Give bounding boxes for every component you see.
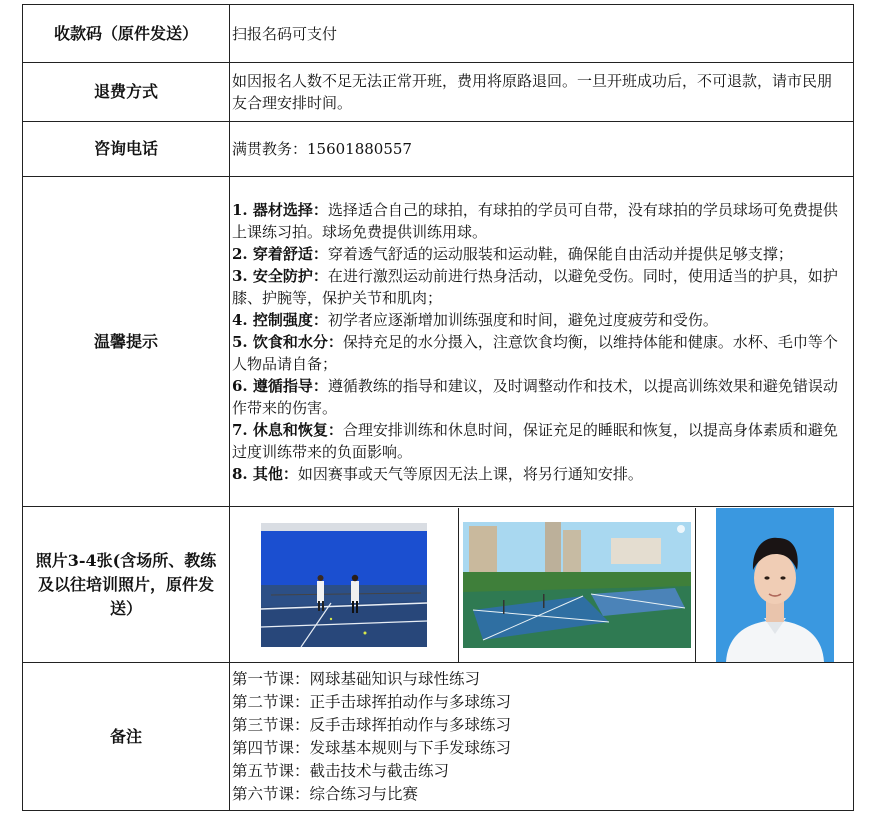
tip-item: [232, 265, 845, 309]
tip-item: [232, 243, 845, 265]
tip-head: 3. 安全防护：: [232, 266, 328, 285]
notes-label: 备注: [23, 663, 230, 811]
row-photos: [23, 507, 854, 663]
tip-item: [232, 309, 845, 331]
tip-head: 6. 遵循指导：: [232, 376, 328, 395]
tip-text: 初学者应逐渐增加训练强度和时间，避免过度疲劳和受伤。: [327, 310, 718, 329]
lesson-list: [230, 663, 854, 811]
tip-item: [232, 331, 845, 375]
lesson-item: 第五节课：截击技术与截击练习: [232, 761, 450, 780]
tip-head: 8. 其他：: [232, 464, 298, 483]
lesson-item: 第六节课：综合练习与比赛: [232, 784, 419, 803]
contact-value: 满贯教务：15601880557: [230, 122, 854, 177]
tips-list: [230, 177, 854, 507]
tip-head: 7. 休息和恢复：: [232, 420, 343, 439]
indoor-tennis-court-photo: [261, 523, 427, 647]
row-contact: [23, 122, 854, 177]
row-tips: [23, 177, 854, 507]
row-refund: [23, 63, 854, 122]
tip-text: 遵循教练的指导和建议，及时调整动作和技术，以提高训练效果和避免错误动作带来的伤害。: [232, 376, 838, 417]
coach-portrait-photo: [716, 508, 834, 662]
tip-item: [232, 199, 845, 243]
refund-value: 如因报名人数不足无法正常开班，费用将原路退回。一旦开班成功后，不可退款，请市民朋友合理安排时间。: [230, 63, 854, 122]
tip-item: [232, 463, 845, 485]
tip-text: 合理安排训练和休息时间，保证充足的睡眠和恢复，以提高身体素质和避免过度训练带来的负面影响。: [232, 420, 838, 461]
row-payment: [23, 5, 854, 63]
tip-text: 保持充足的水分摄入，注意饮食均衡，以维持体能和健康。水杯、毛巾等个人物品请自备；: [232, 332, 838, 373]
photo-slot-2: [459, 508, 696, 662]
refund-label: 退费方式: [23, 63, 230, 122]
photos-label: 照片3-4张(含场所、教练及以往培训照片，原件发送）: [23, 507, 230, 663]
tip-head: 4. 控制强度：: [232, 310, 328, 329]
tip-item: [232, 375, 845, 419]
tip-head: 2. 穿着舒适：: [232, 244, 328, 263]
photo-slot-3: [696, 508, 853, 662]
tip-head: 1. 器材选择：: [232, 200, 328, 219]
photo-strip: [230, 508, 853, 662]
payment-label: 收款码（原件发送）: [23, 5, 230, 63]
outdoor-tennis-court-photo: [463, 522, 691, 648]
tips-label: 温馨提示: [23, 177, 230, 507]
photos-cell: [230, 507, 854, 663]
lesson-item: 第三节课：反手击球挥拍动作与多球练习: [232, 715, 512, 734]
tip-text: 如因赛事或天气等原因无法上课，将另行通知安排。: [297, 464, 643, 483]
contact-label: 咨询电话: [23, 122, 230, 177]
payment-value: 扫报名码可支付: [230, 5, 854, 63]
tip-text: 穿着透气舒适的运动服装和运动鞋，确保能自由活动并提供足够支撑；: [327, 244, 793, 263]
tip-head: 5. 饮食和水分：: [232, 332, 343, 351]
lesson-item: 第二节课：正手击球挥拍动作与多球练习: [232, 692, 512, 711]
photo-slot-1: [230, 508, 459, 662]
info-table: [22, 4, 854, 811]
lesson-item: 第四节课：发球基本规则与下手发球练习: [232, 738, 512, 757]
row-notes: [23, 663, 854, 811]
tip-text: 选择适合自己的球拍，有球拍的学员可自带，没有球拍的学员球场可免费提供上课练习拍。球场免费提供训练用球。: [232, 200, 838, 241]
tip-item: [232, 419, 845, 463]
lesson-item: 第一节课：网球基础知识与球性练习: [232, 669, 481, 688]
tip-text: 在进行激烈运动前进行热身活动，以避免受伤。同时，使用适当的护具，如护膝、护腕等，保护关节和肌肉；: [232, 266, 838, 307]
